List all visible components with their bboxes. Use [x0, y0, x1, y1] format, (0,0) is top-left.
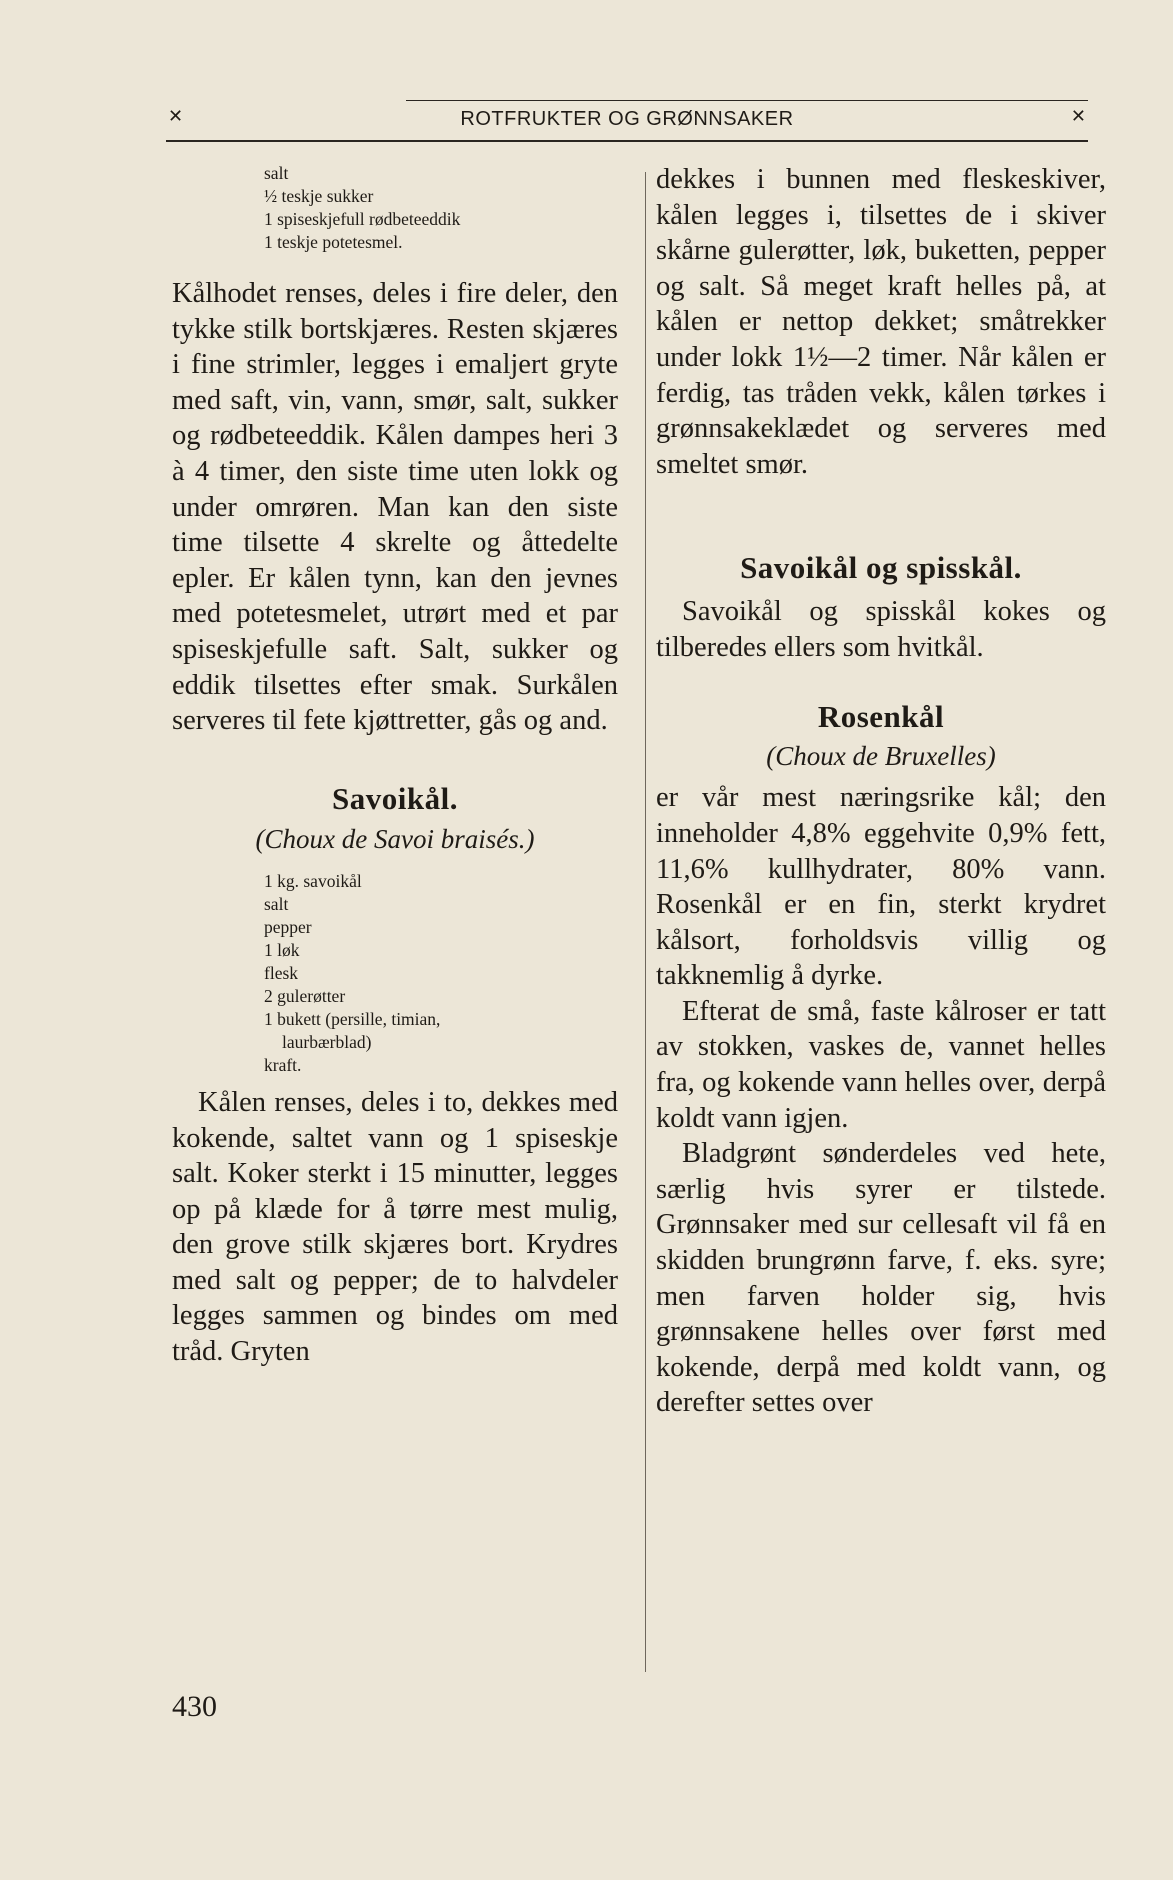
section-title-spisskal: Savoikål og spisskål.: [740, 550, 1022, 586]
header-rule: [406, 100, 1088, 101]
running-header: [166, 100, 1088, 142]
page-number: 430: [172, 1690, 217, 1723]
recipe-paragraph-savoikal-cont: dekkes i bunnen med fleskeskiver, kålen legges i, tilsettes de i skiver skårne gulerøtter, løk, buketten, pepper og salt. Så meget kraft helles på, at kålen er nettop dekket; småtrekker under lokk 1½—2 timer. Når kålen er ferdig, tas tråden vekk, kålen tørkes i grønnsakeklædet og serveres med smeltet smør.: [656, 164, 1106, 480]
ingredient-item: 1 teskje potetesmel.: [264, 232, 403, 252]
recipe-paragraph-surkal: Kålhodet renses, deles i fire deler, den tykke stilk bortskjæres. Resten skjæres i fine strimler, legges i emaljert gryte med saft, vin, vann, smør, salt, sukker og rødbeteeddik. Kålen dampes heri 3 à 4 timer, den siste time uten lokk og under omrøren. Man kan den siste time tilsette 4 skrelte og åttedelte epler. Er kålen tynn, kan den jevnes med potetesmelet, utrørt med et par spiseskjefulle saft. Salt, sukker og eddik tilsettes efter smak. Surkålen serveres til fete kjøttretter, gås og and.: [172, 278, 618, 737]
ingredient-list-surkal: [264, 162, 618, 254]
ingredient-item: 1 bukett (persille, timian,: [264, 1008, 441, 1029]
recipe-paragraph-rosenkal-1: er vår mest næringsrike kål; den inneholder 4,8% eggehvite 0,9% fett, 11,6% kullhydrater, 80% vann. Rosenkål er en fin, sterkt krydret kålsort, forholdsvis villig og takknemlig å dyrke.: [656, 782, 1106, 992]
recipe-paragraph-rosenkal-2: Efterat de små, faste kålroser er tatt av stokken, vaskes de, vannet helles fra, og kokende vann helles over, derpå koldt vann igjen.: [656, 995, 1106, 1134]
ingredient-list-savoikal: [264, 870, 618, 1077]
ingredient-item: 1 spiseskjefull rødbeteeddik: [264, 209, 461, 229]
recipe-paragraph-savoikal: Kålen renses, deles i to, dekkes med kokende, saltet vann og 1 spiseskje salt. Koker sterkt i 15 minutter, legges op på klæde for å tørre mest mulig, den grove stilk skjæres bort. Krydres med salt og pepper; de to halvdeler legges sammen og bindes om med tråd. Gryten: [172, 1086, 618, 1368]
section-subtitle-savoikal: (Choux de Savoi braisés.): [255, 824, 535, 855]
ingredient-item: flesk: [264, 962, 299, 983]
running-title: ROTFRUKTER OG GRØNNSAKER: [460, 108, 794, 130]
ingredient-item: salt: [264, 893, 289, 914]
right-column: [656, 162, 1106, 1421]
ingredient-item: salt: [264, 163, 289, 183]
column-divider: [645, 172, 646, 1672]
ornament-left-icon: ✕: [168, 106, 184, 127]
ingredient-item: kraft.: [264, 1054, 302, 1075]
ingredient-item: 1 kg. savoikål: [264, 870, 362, 891]
ingredient-item: ½ teskje sukker: [264, 186, 374, 206]
recipe-paragraph-spisskal: Savoikål og spisskål kokes og tilberedes ellers som hvitkål.: [656, 595, 1106, 663]
ingredient-item: 1 løk: [264, 939, 300, 960]
section-subtitle-rosenkal: (Choux de Bruxelles): [766, 740, 996, 771]
ingredient-item: laurbærblad): [282, 1031, 372, 1052]
section-title-savoikal: Savoikål.: [332, 780, 458, 816]
recipe-paragraph-rosenkal-3: Bladgrønt sønderdeles ved hete, særlig hvis syrer er tilstede. Grønnsaker med sur cellesaft vil få en skidden brungrønn farve, f. eks. syre; men farven holder sig, hvis grønnsakene helles over først med kokende, derpå med koldt vann, og derefter settes over: [656, 1138, 1106, 1419]
ingredient-item: pepper: [264, 916, 312, 937]
section-title-rosenkal: Rosenkål: [817, 699, 945, 735]
left-column: [172, 162, 618, 1370]
ornament-right-icon: ✕: [1070, 106, 1086, 127]
ingredient-item: 2 gulerøtter: [264, 985, 346, 1006]
